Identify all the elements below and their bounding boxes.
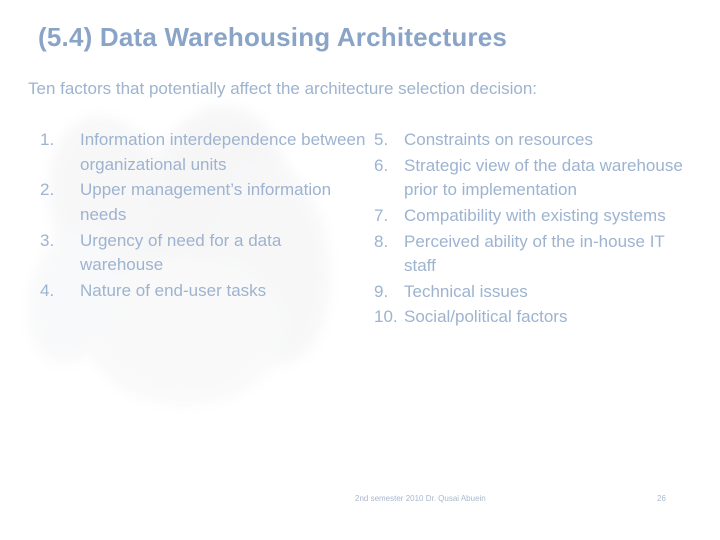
list-item-text: Nature of end-user tasks <box>80 280 267 300</box>
left-column <box>28 128 368 331</box>
list-item-text: Compatibility with existing systems <box>404 205 666 225</box>
list-item-number: 5. <box>374 130 389 149</box>
list-item-number: 2. <box>40 180 55 200</box>
list-item-number: 10. <box>374 307 398 327</box>
list-item-text: Perceived ability of the in-house IT staff <box>404 231 665 276</box>
list-item-number: 3. <box>40 230 55 250</box>
list-item-text: Upper management’s information needs <box>80 180 332 224</box>
list-item-text: Social/political factors <box>404 307 568 327</box>
list-item <box>374 230 696 279</box>
list-item-number: 1. <box>40 130 55 149</box>
list-item-number: 9. <box>374 281 389 301</box>
list-item <box>28 178 368 227</box>
list-item-text: Constraints on resources <box>404 130 593 149</box>
list-item <box>374 128 696 153</box>
list-item-number: 4. <box>40 280 55 300</box>
slide-title: (5.4) Data Warehousing Architectures <box>38 22 508 52</box>
page-number: 26 <box>657 494 666 503</box>
list-item-text: Urgency of need for a data warehouse <box>80 230 282 275</box>
list-item-number: 7. <box>374 205 389 225</box>
footer-note: 2nd semester 2010 Dr. Qusai Abuein <box>355 494 486 503</box>
list-item-number: 6. <box>374 155 389 175</box>
list-item <box>374 280 696 305</box>
list-item <box>28 229 368 278</box>
list-item <box>28 279 368 304</box>
content-columns <box>28 128 696 331</box>
list-item-text: Strategic view of the data warehouse prior to implementation <box>404 155 683 200</box>
list-item-number: 8. <box>374 231 389 251</box>
list-item-text: Technical issues <box>404 281 528 301</box>
list-item <box>374 204 696 229</box>
list-item-text: Information interdependence between organizational units <box>80 130 366 174</box>
right-list <box>374 128 696 330</box>
list-item <box>28 128 368 177</box>
list-item <box>374 305 696 330</box>
left-list <box>28 128 368 303</box>
list-item <box>374 154 696 203</box>
slide-subtitle: Ten factors that potentially affect the architecture selection decision: <box>28 79 538 98</box>
right-column <box>374 128 696 331</box>
